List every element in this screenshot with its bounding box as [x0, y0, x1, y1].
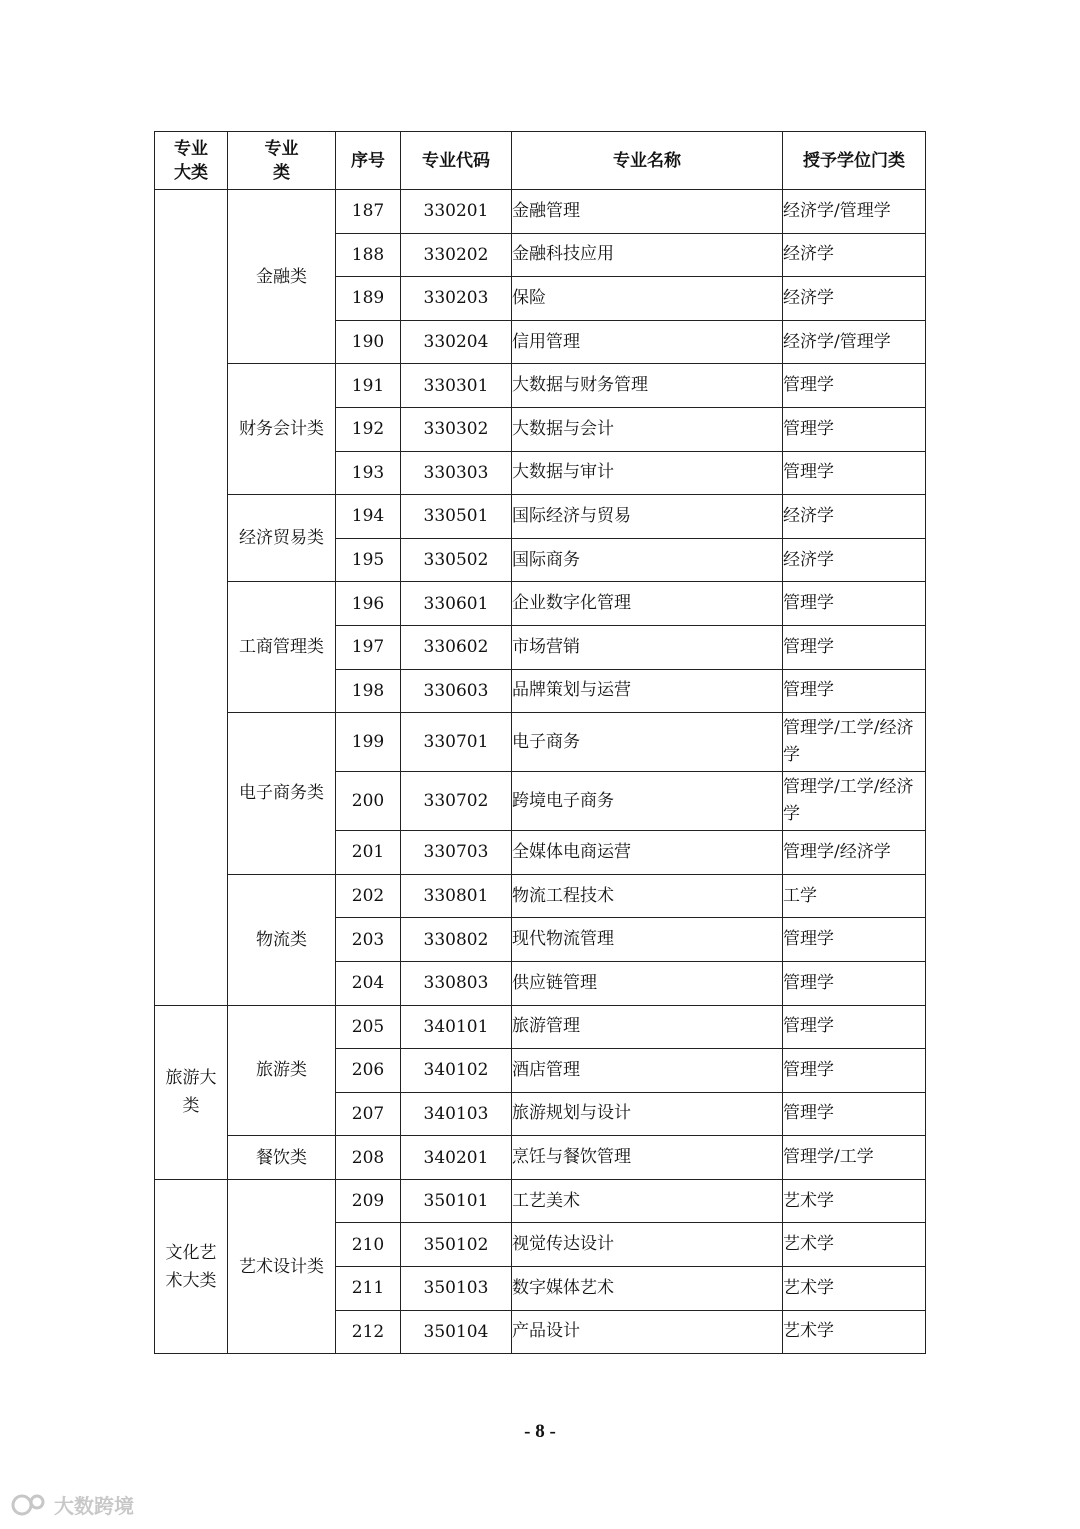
- seq-cell: 211: [336, 1267, 401, 1311]
- seq-cell: 200: [336, 772, 401, 831]
- group-trade: 经济贸易类: [228, 495, 336, 582]
- name-cell: 供应链管理: [512, 961, 783, 1005]
- code-cell: 330701: [401, 713, 512, 772]
- seq-cell: 197: [336, 625, 401, 669]
- degree-cell: 管理学: [783, 364, 926, 408]
- seq-cell: 212: [336, 1310, 401, 1354]
- name-cell: 金融科技应用: [512, 233, 783, 277]
- code-cell: 340103: [401, 1092, 512, 1136]
- name-cell: 物流工程技术: [512, 874, 783, 918]
- name-cell: 视觉传达设计: [512, 1223, 783, 1267]
- code-cell: 350101: [401, 1179, 512, 1223]
- name-cell: 大数据与会计: [512, 407, 783, 451]
- name-cell: 国际经济与贸易: [512, 495, 783, 539]
- majors-table: [154, 131, 926, 1354]
- name-cell: 烹饪与餐饮管理: [512, 1136, 783, 1180]
- degree-cell: 管理学/工学/经济学: [783, 772, 926, 831]
- degree-cell: 管理学: [783, 582, 926, 626]
- degree-cell: 经济学/管理学: [783, 320, 926, 364]
- code-cell: 340201: [401, 1136, 512, 1180]
- degree-cell: 管理学: [783, 625, 926, 669]
- degree-cell: 管理学: [783, 407, 926, 451]
- name-cell: 大数据与审计: [512, 451, 783, 495]
- code-cell: 350104: [401, 1310, 512, 1354]
- degree-cell: 管理学: [783, 451, 926, 495]
- name-cell: 现代物流管理: [512, 918, 783, 962]
- degree-cell: 艺术学: [783, 1310, 926, 1354]
- name-cell: 酒店管理: [512, 1049, 783, 1093]
- code-cell: 330201: [401, 190, 512, 234]
- code-cell: 330602: [401, 625, 512, 669]
- name-cell: 旅游规划与设计: [512, 1092, 783, 1136]
- seq-cell: 198: [336, 669, 401, 713]
- code-cell: 330603: [401, 669, 512, 713]
- code-cell: 330502: [401, 538, 512, 582]
- table-row: [155, 1179, 926, 1223]
- name-cell: 产品设计: [512, 1310, 783, 1354]
- name-cell: 企业数字化管理: [512, 582, 783, 626]
- table-row: [155, 1136, 926, 1180]
- seq-cell: 209: [336, 1179, 401, 1223]
- degree-cell: 艺术学: [783, 1223, 926, 1267]
- code-cell: 330702: [401, 772, 512, 831]
- code-cell: 350102: [401, 1223, 512, 1267]
- code-cell: 330601: [401, 582, 512, 626]
- seq-cell: 196: [336, 582, 401, 626]
- code-cell: 330301: [401, 364, 512, 408]
- seq-cell: 190: [336, 320, 401, 364]
- table-row: [155, 713, 926, 772]
- seq-cell: 204: [336, 961, 401, 1005]
- seq-cell: 189: [336, 277, 401, 321]
- seq-cell: 208: [336, 1136, 401, 1180]
- page-number: - 8 -: [524, 1421, 556, 1442]
- group-business: 工商管理类: [228, 582, 336, 713]
- degree-cell: 经济学: [783, 233, 926, 277]
- category-tourism-text: 旅游大 类: [165, 1068, 217, 1117]
- header-subcategory: [228, 132, 336, 190]
- name-cell: 大数据与财务管理: [512, 364, 783, 408]
- code-cell: 330501: [401, 495, 512, 539]
- code-cell: 350103: [401, 1267, 512, 1311]
- seq-cell: 201: [336, 831, 401, 875]
- group-accounting: 财务会计类: [228, 364, 336, 495]
- code-cell: 340101: [401, 1005, 512, 1049]
- header-row: [155, 132, 926, 190]
- group-logistics: 物流类: [228, 874, 336, 1005]
- degree-cell: 管理学: [783, 669, 926, 713]
- degree-cell: 管理学/工学/经济学: [783, 713, 926, 772]
- name-cell: 数字媒体艺术: [512, 1267, 783, 1311]
- table-row: [155, 495, 926, 539]
- seq-cell: 202: [336, 874, 401, 918]
- category-culture-art: [155, 1179, 228, 1353]
- degree-cell: 管理学: [783, 918, 926, 962]
- code-cell: 330204: [401, 320, 512, 364]
- degree-cell: 管理学/经济学: [783, 831, 926, 875]
- name-cell: 旅游管理: [512, 1005, 783, 1049]
- seq-cell: 199: [336, 713, 401, 772]
- code-cell: 340102: [401, 1049, 512, 1093]
- code-cell: 330801: [401, 874, 512, 918]
- header-subcategory-text: 专业 类: [264, 138, 299, 183]
- degree-cell: 工学: [783, 874, 926, 918]
- seq-cell: 187: [336, 190, 401, 234]
- name-cell: 国际商务: [512, 538, 783, 582]
- code-cell: 330803: [401, 961, 512, 1005]
- degree-cell: 管理学: [783, 1005, 926, 1049]
- header-degree: 授予学位门类: [783, 132, 926, 190]
- name-cell: 市场营销: [512, 625, 783, 669]
- watermark: [10, 1490, 134, 1519]
- group-tourism: 旅游类: [228, 1005, 336, 1136]
- header-category: [155, 132, 228, 190]
- name-cell: 金融管理: [512, 190, 783, 234]
- seq-cell: 205: [336, 1005, 401, 1049]
- header-category-text: 专业 大类: [174, 138, 208, 183]
- header-name: 专业名称: [512, 132, 783, 190]
- degree-cell: 经济学: [783, 495, 926, 539]
- table-row: [155, 1005, 926, 1049]
- name-cell: 信用管理: [512, 320, 783, 364]
- category-tourism: [155, 1005, 228, 1179]
- group-ecommerce: 电子商务类: [228, 713, 336, 875]
- seq-cell: 203: [336, 918, 401, 962]
- group-catering: 餐饮类: [228, 1136, 336, 1180]
- table-row: [155, 190, 926, 234]
- watermark-logo-icon: [10, 1492, 50, 1518]
- seq-cell: 206: [336, 1049, 401, 1093]
- seq-cell: 194: [336, 495, 401, 539]
- degree-cell: 经济学/管理学: [783, 190, 926, 234]
- code-cell: 330703: [401, 831, 512, 875]
- code-cell: 330203: [401, 277, 512, 321]
- degree-cell: 艺术学: [783, 1267, 926, 1311]
- code-cell: 330802: [401, 918, 512, 962]
- code-cell: 330303: [401, 451, 512, 495]
- table-row: [155, 582, 926, 626]
- code-cell: 330202: [401, 233, 512, 277]
- seq-cell: 195: [336, 538, 401, 582]
- name-cell: 电子商务: [512, 713, 783, 772]
- degree-cell: 艺术学: [783, 1179, 926, 1223]
- seq-cell: 193: [336, 451, 401, 495]
- watermark-text: 大数跨境: [54, 1494, 134, 1518]
- category-cell-blank: [155, 190, 228, 1006]
- name-cell: 品牌策划与运营: [512, 669, 783, 713]
- seq-cell: 192: [336, 407, 401, 451]
- name-cell: 工艺美术: [512, 1179, 783, 1223]
- table-row: [155, 364, 926, 408]
- name-cell: 保险: [512, 277, 783, 321]
- degree-cell: 管理学: [783, 1049, 926, 1093]
- seq-cell: 191: [336, 364, 401, 408]
- group-finance: 金融类: [228, 190, 336, 364]
- header-code: 专业代码: [401, 132, 512, 190]
- degree-cell: 经济学: [783, 538, 926, 582]
- table-row: [155, 874, 926, 918]
- group-art-design: 艺术设计类: [228, 1179, 336, 1353]
- degree-cell: 经济学: [783, 277, 926, 321]
- category-culture-art-text: 文化艺 术大类: [165, 1242, 217, 1291]
- seq-cell: 210: [336, 1223, 401, 1267]
- code-cell: 330302: [401, 407, 512, 451]
- degree-cell: 管理学/工学: [783, 1136, 926, 1180]
- seq-cell: 188: [336, 233, 401, 277]
- seq-cell: 207: [336, 1092, 401, 1136]
- degree-cell: 管理学: [783, 1092, 926, 1136]
- name-cell: 全媒体电商运营: [512, 831, 783, 875]
- name-cell: 跨境电子商务: [512, 772, 783, 831]
- degree-cell: 管理学: [783, 961, 926, 1005]
- header-seq: 序号: [336, 132, 401, 190]
